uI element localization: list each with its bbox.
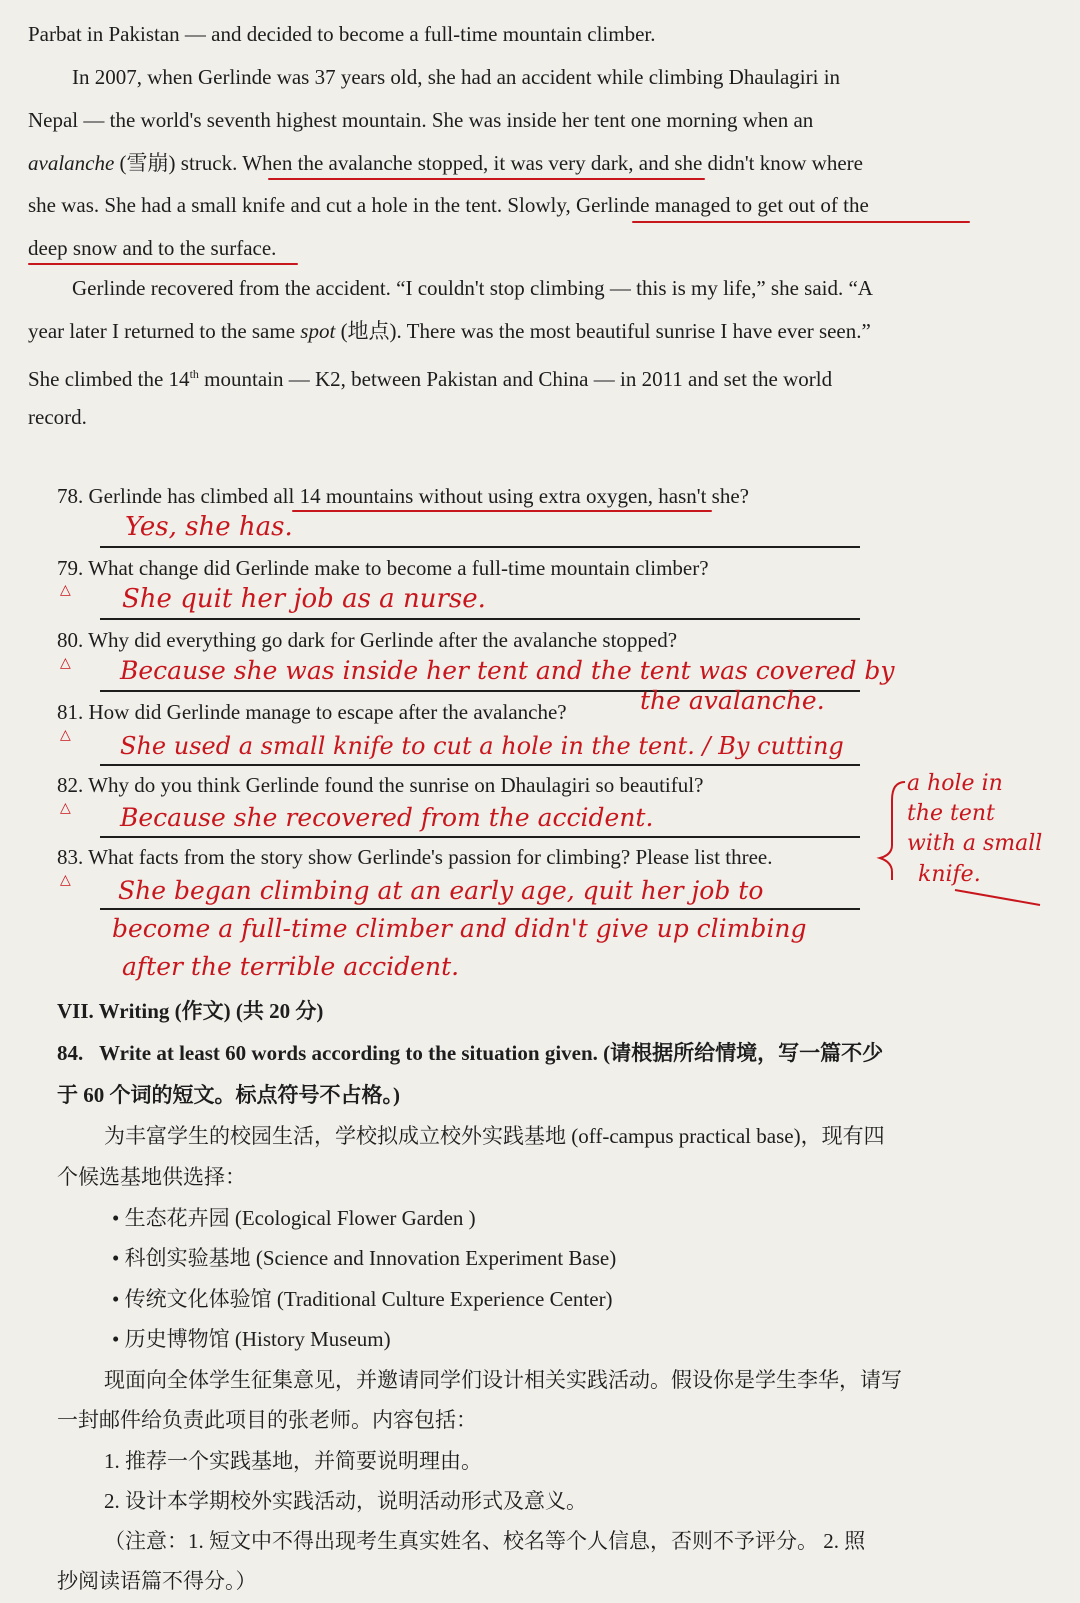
question-number: 83. — [57, 845, 84, 869]
question-text: What facts from the story show Gerlinde's passion for climbing? Please list three. — [88, 845, 773, 869]
intro-line: 个候选基地供选择： — [57, 1165, 246, 1189]
question-text: Why do you think Gerlinde found the sunrise on Dhaulagiri so beautiful? — [88, 773, 704, 797]
handwritten-answer-81: She used a small knife to cut a hole in the tent. / By cutting — [120, 732, 844, 760]
handwritten-side-note: knife. — [918, 862, 981, 887]
question-number: 78. — [57, 484, 84, 508]
passage-line: Nepal — the world's seventh highest mountain. She was inside her tent one morning when an — [28, 108, 814, 132]
requirement-item: 2. 设计本学期校外实践活动，说明活动形式及意义。 — [104, 1489, 587, 1513]
option-item: • 历史博物馆 (History Museum) — [112, 1327, 391, 1351]
passage-text: year later I returned to the same — [28, 319, 301, 343]
handwritten-side-note: the tent — [907, 801, 995, 826]
question-text: 于 60 个词的短文。标点符号不占格。) — [57, 1083, 400, 1107]
handwritten-answer-80: Because she was inside her tent and the tent was covered by — [120, 656, 895, 685]
passage-line: deep snow and to the surface. — [28, 236, 277, 260]
bracket-mark — [880, 782, 905, 880]
passage-text: (地点). There was the most beautiful sunrise I have ever seen.” — [335, 319, 871, 343]
handwritten-side-note: a hole in — [907, 771, 1003, 796]
task-line: 一封邮件给负责此项目的张老师。内容包括： — [57, 1408, 477, 1432]
triangle-mark: △ — [60, 872, 71, 888]
note-line: 抄阅读语篇不得分。） — [57, 1569, 257, 1593]
arrow-stroke — [955, 890, 1040, 905]
question-number: 81. — [57, 700, 84, 724]
question-text: Gerlinde has climbed all 14 mountains without using extra oxygen, hasn't she? — [88, 484, 749, 508]
italic-word: avalanche — [28, 151, 115, 175]
passage-line: record. — [28, 405, 87, 429]
section-heading: VII. Writing (作文) (共 20 分) — [57, 999, 324, 1023]
triangle-mark: △ — [60, 800, 71, 816]
superscript: th — [189, 367, 199, 381]
passage-line: In 2007, when Gerlinde was 37 years old, she had an accident while climbing Dhaulagiri in — [72, 65, 841, 89]
option-item: • 科创实验基地 (Science and Innovation Experiment Base) — [112, 1246, 617, 1270]
passage-text: mountain — K2, between Pakistan and China — in 2011 and set the world — [198, 367, 833, 391]
option-item: • 传统文化体验馆 (Traditional Culture Experience Center) — [112, 1287, 613, 1311]
handwritten-answer-83-cont: become a full-time climber and didn't give up climbing — [112, 914, 807, 943]
triangle-mark: △ — [60, 727, 71, 743]
question-84 — [57, 1039, 883, 1067]
question-text: Why did everything go dark for Gerlinde after the avalanche stopped? — [88, 628, 678, 652]
handwritten-answer-80-cont: the avalanche. — [640, 686, 825, 715]
handwritten-answer-78: Yes, she has. — [125, 512, 293, 542]
handwritten-answer-79: She quit her job as a nurse. — [122, 584, 486, 614]
question-number: 79. — [57, 556, 84, 580]
question-number: 82. — [57, 773, 84, 797]
question-number: 80. — [57, 628, 84, 652]
handwritten-answer-83-cont: after the terrible accident. — [122, 952, 460, 981]
question-text: What change did Gerlinde make to become a full-time mountain climber? — [88, 556, 709, 580]
handwritten-answer-83: She began climbing at an early age, quit her job to — [118, 876, 764, 905]
handwritten-answer-82: Because she recovered from the accident. — [120, 803, 654, 832]
triangle-mark: △ — [60, 582, 71, 598]
question-number: 84. — [57, 1041, 84, 1065]
intro-line: 为丰富学生的校园生活，学校拟成立校外实践基地 (off-campus practical base)，现有四 — [104, 1124, 885, 1148]
note-line: （注意：1. 短文中不得出现考生真实姓名、校名等个人信息，否则不予评分。 2. 照 — [104, 1529, 866, 1553]
triangle-mark: △ — [60, 655, 71, 671]
requirement-item: 1. 推荐一个实践基地，并简要说明理由。 — [104, 1449, 482, 1473]
passage-line: she was. She had a small knife and cut a hole in the tent. Slowly, Gerlinde managed to get out of the — [28, 193, 869, 217]
passage-line: Parbat in Pakistan — and decided to become a full-time mountain climber. — [28, 22, 656, 46]
passage-text: She climbed the 14 — [28, 367, 190, 391]
italic-word: spot — [300, 319, 336, 343]
handwritten-side-note: with a small — [907, 831, 1043, 856]
passage-text: (雪崩) struck. When the avalanche stopped, it was very dark, and she didn't know where — [114, 151, 863, 175]
option-item: • 生态花卉园 (Ecological Flower Garden ) — [112, 1206, 476, 1230]
question-text: Write at least 60 words according to the situation given. (请根据所给情境，写一篇不少 — [99, 1041, 884, 1065]
task-line: 现面向全体学生征集意见，并邀请同学们设计相关实践活动。假设你是学生李华，请写 — [104, 1368, 902, 1392]
question-text: How did Gerlinde manage to escape after the avalanche? — [88, 700, 567, 724]
passage-line: Gerlinde recovered from the accident. “I couldn't stop climbing — this is my life,” she said. “A — [72, 276, 873, 300]
